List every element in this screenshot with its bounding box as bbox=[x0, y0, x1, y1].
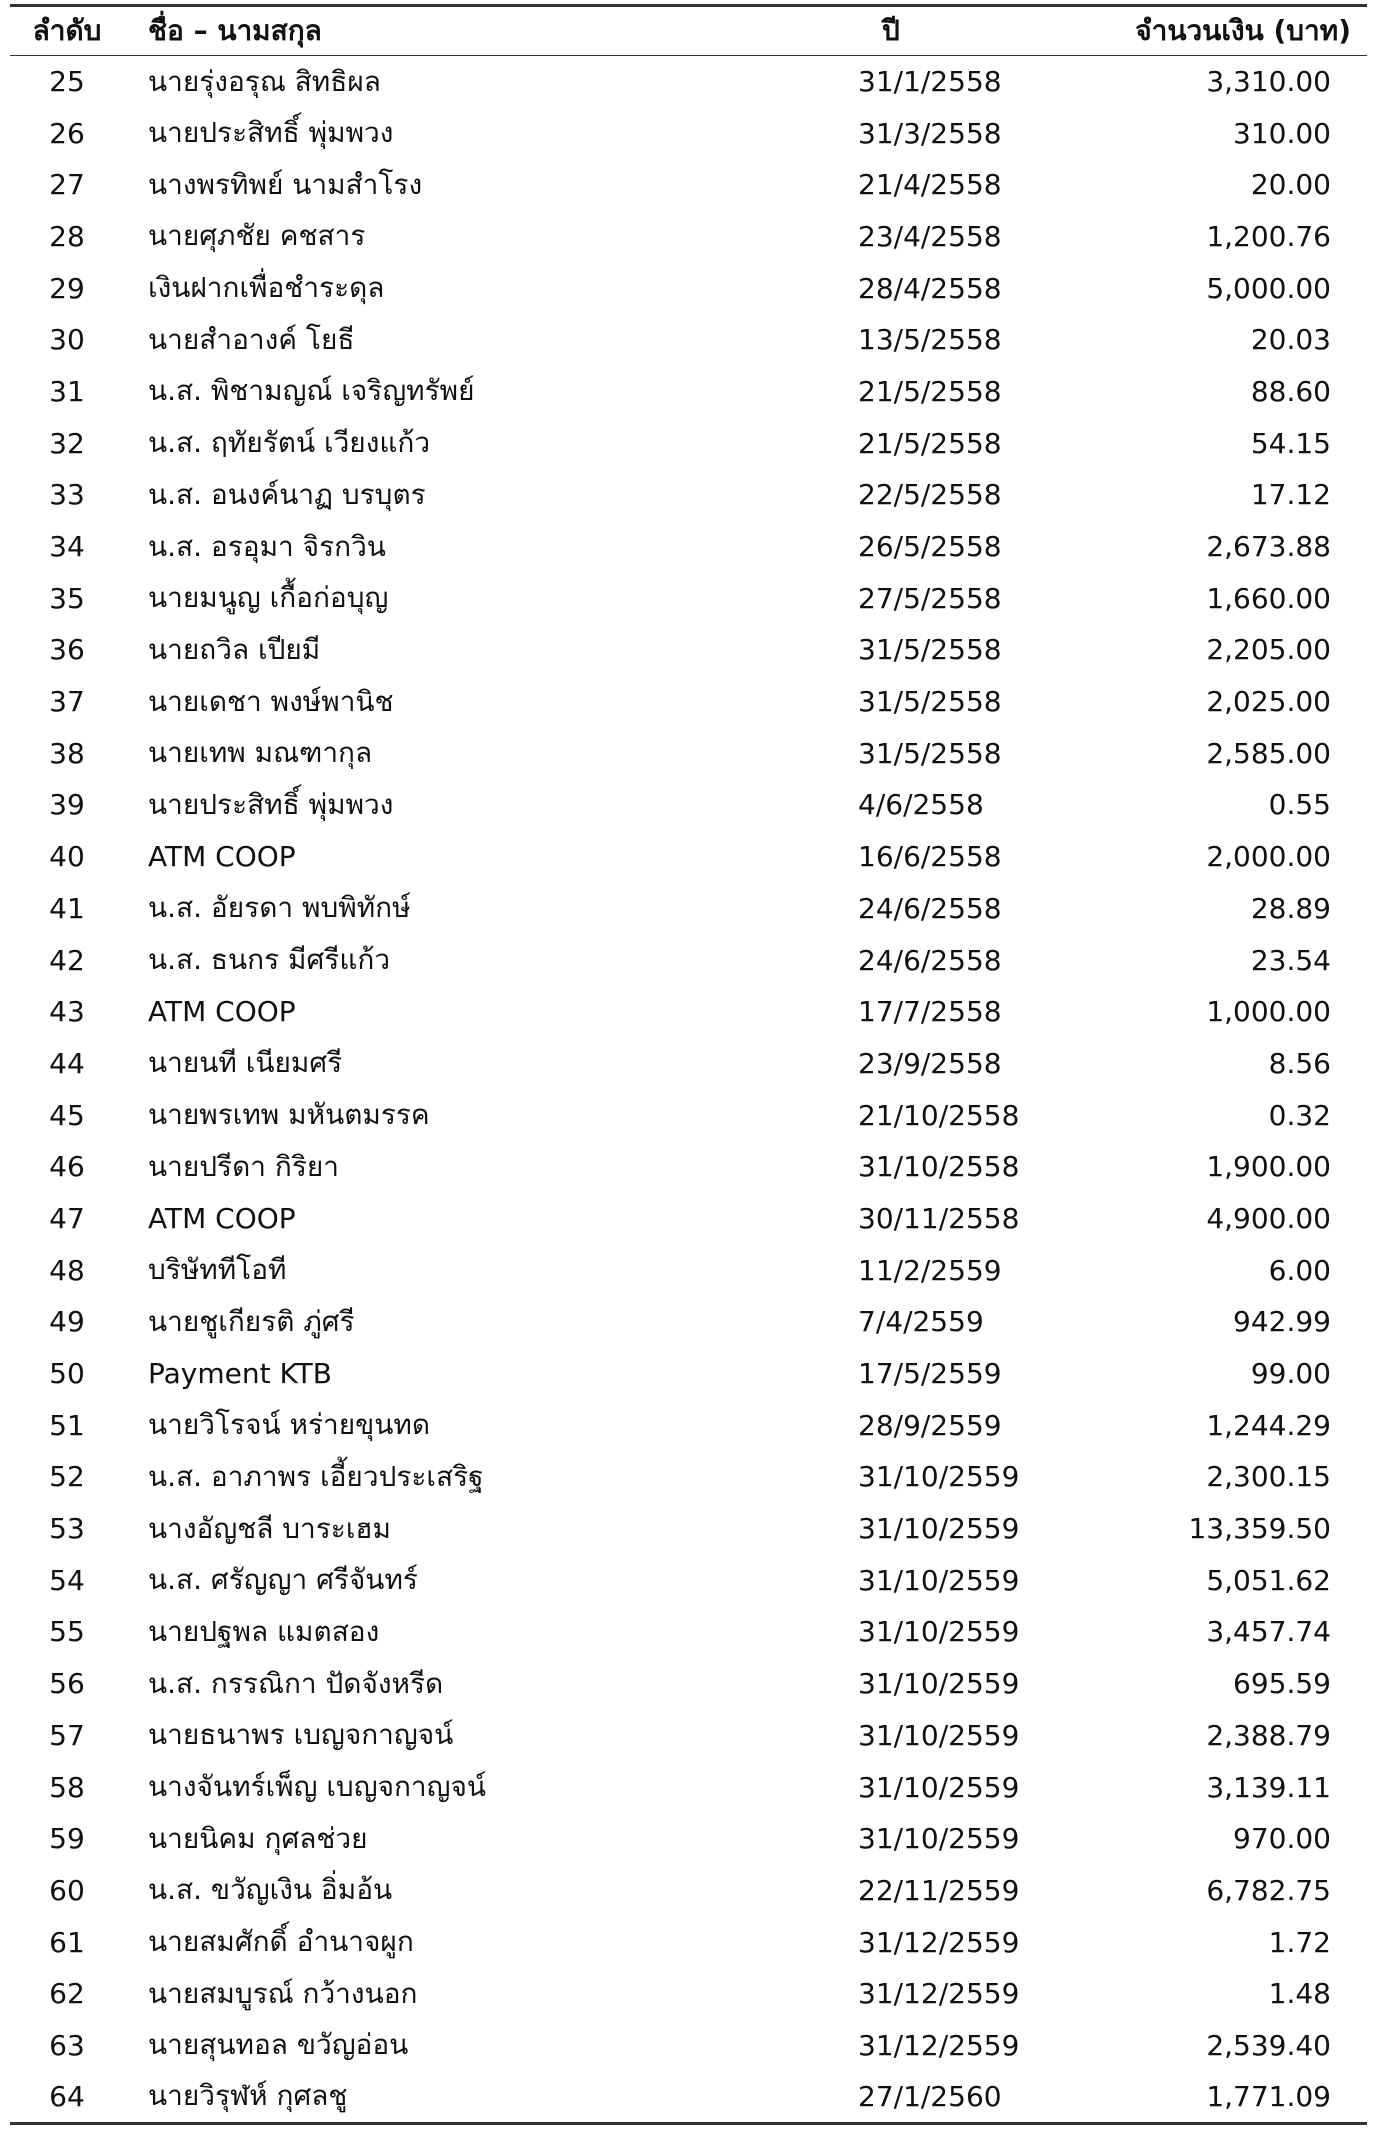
row-name: นายประสิทธิ์ พุ่มพวง bbox=[148, 116, 394, 150]
row-number: 35 bbox=[49, 581, 85, 615]
table-row bbox=[10, 1813, 1367, 1865]
row-name: นายปฐพล แมตสอง bbox=[148, 1614, 380, 1648]
row-name: Payment KTB bbox=[148, 1357, 332, 1391]
row-name: นายประสิทธิ์ พุ่มพวง bbox=[148, 787, 394, 821]
row-name: นายนที เนียมศรี bbox=[148, 1046, 343, 1080]
row-number: 31 bbox=[49, 374, 85, 408]
row-date: 16/6/2558 bbox=[858, 840, 1002, 874]
table-row bbox=[10, 366, 1367, 418]
table-row bbox=[10, 986, 1367, 1038]
ledger-table bbox=[10, 4, 1367, 2125]
row-number: 52 bbox=[49, 1460, 85, 1494]
row-name: นายชูเกียรติ ภู่ศรี bbox=[148, 1304, 355, 1338]
row-date: 30/11/2558 bbox=[858, 1201, 1020, 1235]
row-amount: 0.55 bbox=[1268, 788, 1331, 822]
row-name: นายธนาพร เบญจกาญจน์ bbox=[148, 1718, 454, 1752]
table-row bbox=[10, 779, 1367, 831]
row-name: น.ส. พิชามญณ์ เจริญทรัพย์ bbox=[148, 374, 475, 408]
row-date: 31/10/2559 bbox=[858, 1770, 1020, 1804]
row-number: 42 bbox=[49, 943, 85, 977]
row-amount: 2,300.15 bbox=[1206, 1460, 1331, 1494]
row-name: นางอัญชลี บาระเฮม bbox=[148, 1511, 391, 1545]
row-amount: 970.00 bbox=[1233, 1822, 1331, 1856]
row-name: น.ส. ขวัญเงิน อิ่มอ้น bbox=[148, 1873, 393, 1907]
table-row bbox=[10, 2020, 1367, 2072]
row-date: 31/10/2558 bbox=[858, 1150, 1020, 1184]
row-date: 31/3/2558 bbox=[858, 116, 1002, 150]
row-date: 31/10/2559 bbox=[858, 1563, 1020, 1597]
row-date: 24/6/2558 bbox=[858, 891, 1002, 925]
row-name: นางพรทิพย์ นามสำโรง bbox=[148, 167, 423, 201]
row-amount: 13,359.50 bbox=[1188, 1512, 1331, 1546]
row-date: 31/5/2558 bbox=[858, 736, 1002, 770]
table-row bbox=[10, 1296, 1367, 1348]
row-name: นายสำอางค์ โยธี bbox=[148, 322, 355, 356]
table-row bbox=[10, 1451, 1367, 1503]
row-name: นายสุนทอล ขวัญอ่อน bbox=[148, 2028, 409, 2062]
table-row bbox=[10, 831, 1367, 883]
table-row bbox=[10, 1089, 1367, 1141]
row-date: 22/5/2558 bbox=[858, 478, 1002, 512]
row-number: 56 bbox=[49, 1667, 85, 1701]
row-name: นายมนูญ เกื้อก่อบุญ bbox=[148, 581, 389, 615]
row-date: 31/12/2559 bbox=[858, 2028, 1020, 2062]
row-number: 41 bbox=[49, 891, 85, 925]
row-amount: 88.60 bbox=[1250, 374, 1331, 408]
row-number: 43 bbox=[49, 995, 85, 1029]
row-date: 11/2/2559 bbox=[858, 1253, 1002, 1287]
row-amount: 1,000.00 bbox=[1206, 995, 1331, 1029]
row-date: 31/10/2559 bbox=[858, 1512, 1020, 1546]
row-number: 64 bbox=[10, 2071, 124, 2123]
row-name: นายเทพ มณฑากุล bbox=[148, 736, 373, 770]
header-amount: จำนวนเงิน (บาท) bbox=[1052, 6, 1367, 56]
header-year: ปี bbox=[774, 6, 1052, 56]
row-name: นายถวิล เปียมี bbox=[148, 632, 321, 666]
row-number: 50 bbox=[49, 1357, 85, 1391]
table-row bbox=[10, 1916, 1367, 1968]
row-date: 31/10/2559 bbox=[858, 1718, 1020, 1752]
row-amount: 6.00 bbox=[1268, 1253, 1331, 1287]
row-date: 31/5/2558 bbox=[858, 685, 1002, 719]
row-amount: 3,310.00 bbox=[1206, 65, 1331, 99]
row-amount: 20.03 bbox=[1250, 323, 1331, 357]
row-amount: 2,205.00 bbox=[1206, 633, 1331, 667]
row-amount: 942.99 bbox=[1233, 1305, 1331, 1339]
row-number: 48 bbox=[49, 1253, 85, 1287]
row-date: 27/5/2558 bbox=[858, 581, 1002, 615]
row-amount: 1,900.00 bbox=[1206, 1150, 1331, 1184]
row-amount: 1,771.09 bbox=[1052, 2071, 1367, 2123]
table-row bbox=[10, 1865, 1367, 1917]
row-date: 31/10/2559 bbox=[858, 1615, 1020, 1649]
table-row bbox=[10, 1141, 1367, 1193]
row-number: 55 bbox=[49, 1615, 85, 1649]
row-number: 60 bbox=[49, 1873, 85, 1907]
row-date: 31/12/2559 bbox=[858, 1925, 1020, 1959]
row-date: 31/10/2559 bbox=[858, 1822, 1020, 1856]
header-name: ชื่อ – นามสกุล bbox=[124, 6, 774, 56]
row-amount: 5,051.62 bbox=[1206, 1563, 1331, 1597]
table-row bbox=[10, 624, 1367, 676]
row-date: 7/4/2559 bbox=[858, 1305, 984, 1339]
row-name: นายสมบูรณ์ กว้างนอก bbox=[148, 1976, 418, 2010]
row-amount: 2,673.88 bbox=[1206, 530, 1331, 564]
table-body bbox=[10, 56, 1367, 2124]
table-row bbox=[10, 1554, 1367, 1606]
row-amount: 99.00 bbox=[1250, 1357, 1331, 1391]
row-date: 23/4/2558 bbox=[858, 219, 1002, 253]
row-date: 24/6/2558 bbox=[858, 943, 1002, 977]
table-row bbox=[10, 417, 1367, 469]
row-name: น.ส. กรรณิกา ปัดจังหรีด bbox=[148, 1666, 444, 1700]
row-name: น.ส. ฤทัยรัตน์ เวียงแก้ว bbox=[148, 426, 431, 460]
row-amount: 1,200.76 bbox=[1206, 219, 1331, 253]
row-name: นายปรีดา กิริยา bbox=[148, 1149, 340, 1183]
table-row bbox=[10, 676, 1367, 728]
table-row bbox=[10, 1761, 1367, 1813]
row-number: 58 bbox=[49, 1770, 85, 1804]
row-name: นายวิโรจน์ หร่ายขุนทด bbox=[148, 1408, 431, 1442]
row-name: นายศุภชัย คชสาร bbox=[148, 219, 366, 253]
row-date: 13/5/2558 bbox=[858, 323, 1002, 357]
row-date: 28/9/2559 bbox=[858, 1408, 1002, 1442]
row-name: นายเดชา พงษ์พานิช bbox=[148, 684, 394, 718]
row-date: 21/4/2558 bbox=[858, 168, 1002, 202]
row-number: 51 bbox=[49, 1408, 85, 1442]
row-amount: 1,244.29 bbox=[1206, 1408, 1331, 1442]
row-amount: 2,000.00 bbox=[1206, 840, 1331, 874]
table-row bbox=[10, 314, 1367, 366]
row-name: น.ส. ธนกร มีศรีแก้ว bbox=[148, 943, 391, 977]
row-number: 37 bbox=[49, 685, 85, 719]
table-row bbox=[10, 2071, 1367, 2123]
row-number: 62 bbox=[49, 1977, 85, 2011]
row-amount: 2,539.40 bbox=[1206, 2028, 1331, 2062]
row-number: 36 bbox=[49, 633, 85, 667]
row-date: 17/5/2559 bbox=[858, 1357, 1002, 1391]
row-amount: 310.00 bbox=[1233, 116, 1331, 150]
row-date: 31/10/2559 bbox=[858, 1460, 1020, 1494]
row-name: บริษัททีโอที bbox=[148, 1253, 287, 1287]
table-row bbox=[10, 107, 1367, 159]
row-number: 63 bbox=[49, 2028, 85, 2062]
row-number: 57 bbox=[49, 1718, 85, 1752]
row-number: 30 bbox=[49, 323, 85, 357]
row-name: ATM COOP bbox=[148, 1201, 296, 1235]
table-row bbox=[10, 1503, 1367, 1555]
table-row bbox=[10, 159, 1367, 211]
row-name: ATM COOP bbox=[148, 840, 296, 874]
row-date: 27/1/2560 bbox=[774, 2071, 1052, 2123]
row-date: 21/10/2558 bbox=[858, 1098, 1020, 1132]
row-date: 31/1/2558 bbox=[858, 65, 1002, 99]
row-name: นายสมศักดิ์ อำนาจผูก bbox=[148, 1925, 414, 1959]
row-amount: 4,900.00 bbox=[1206, 1201, 1331, 1235]
table-row bbox=[10, 211, 1367, 263]
row-number: 32 bbox=[49, 426, 85, 460]
table-row bbox=[10, 1399, 1367, 1451]
row-date: 28/4/2558 bbox=[858, 271, 1002, 305]
row-date: 17/7/2558 bbox=[858, 995, 1002, 1029]
row-date: 26/5/2558 bbox=[858, 530, 1002, 564]
row-name: นายนิคม กุศลช่วย bbox=[148, 1821, 368, 1855]
row-date: 31/5/2558 bbox=[858, 633, 1002, 667]
row-name: เงินฝากเพื่อชำระดุล bbox=[148, 271, 385, 305]
row-amount: 17.12 bbox=[1250, 478, 1331, 512]
table-row bbox=[10, 934, 1367, 986]
table-row bbox=[10, 1348, 1367, 1400]
row-date: 22/11/2559 bbox=[858, 1873, 1020, 1907]
row-number: 46 bbox=[49, 1150, 85, 1184]
row-number: 25 bbox=[49, 65, 85, 99]
row-name: นายวิรุฬห์ กุศลชู bbox=[124, 2071, 774, 2123]
row-amount: 20.00 bbox=[1250, 168, 1331, 202]
header-no: ลำดับ bbox=[10, 6, 124, 56]
row-number: 39 bbox=[49, 788, 85, 822]
row-amount: 54.15 bbox=[1250, 426, 1331, 460]
row-amount: 3,139.11 bbox=[1206, 1770, 1331, 1804]
row-number: 49 bbox=[49, 1305, 85, 1339]
row-name: นายรุ่งอรุณ สิทธิผล bbox=[148, 64, 381, 98]
table-row bbox=[10, 56, 1367, 108]
row-amount: 0.32 bbox=[1268, 1098, 1331, 1132]
table-row bbox=[10, 1658, 1367, 1710]
row-amount: 23.54 bbox=[1250, 943, 1331, 977]
row-name: น.ส. อนงค์นาฏ บรบุตร bbox=[148, 477, 426, 511]
row-number: 45 bbox=[49, 1098, 85, 1132]
row-number: 33 bbox=[49, 478, 85, 512]
row-number: 40 bbox=[49, 840, 85, 874]
table-row bbox=[10, 469, 1367, 521]
row-amount: 8.56 bbox=[1268, 1046, 1331, 1080]
row-number: 28 bbox=[49, 219, 85, 253]
table-row bbox=[10, 1193, 1367, 1245]
table-row bbox=[10, 572, 1367, 624]
table-row bbox=[10, 1244, 1367, 1296]
row-number: 61 bbox=[49, 1925, 85, 1959]
row-amount: 695.59 bbox=[1233, 1667, 1331, 1701]
row-name: น.ส. อาภาพร เอี้ยวประเสริฐ bbox=[148, 1459, 484, 1493]
row-number: 54 bbox=[49, 1563, 85, 1597]
row-name: นางจันทร์เพ็ญ เบญจกาญจน์ bbox=[148, 1770, 487, 1804]
row-date: 21/5/2558 bbox=[858, 374, 1002, 408]
row-date: 21/5/2558 bbox=[858, 426, 1002, 460]
table-row bbox=[10, 1710, 1367, 1762]
table-row bbox=[10, 521, 1367, 573]
row-amount: 2,025.00 bbox=[1206, 685, 1331, 719]
row-date: 31/12/2559 bbox=[858, 1977, 1020, 2011]
row-amount: 2,388.79 bbox=[1206, 1718, 1331, 1752]
row-amount: 3,457.74 bbox=[1206, 1615, 1331, 1649]
table-row bbox=[10, 1968, 1367, 2020]
table-row bbox=[10, 262, 1367, 314]
row-amount: 1,660.00 bbox=[1206, 581, 1331, 615]
table-row bbox=[10, 1038, 1367, 1090]
row-amount: 1.72 bbox=[1268, 1925, 1331, 1959]
table-header bbox=[10, 6, 1367, 56]
row-date: 4/6/2558 bbox=[858, 788, 984, 822]
table-row bbox=[10, 1606, 1367, 1658]
table-row bbox=[10, 883, 1367, 935]
row-amount: 5,000.00 bbox=[1206, 271, 1331, 305]
row-amount: 2,585.00 bbox=[1206, 736, 1331, 770]
row-date: 23/9/2558 bbox=[858, 1046, 1002, 1080]
row-name: น.ส. ศรัญญา ศรีจันทร์ bbox=[148, 1563, 418, 1597]
row-name: นายพรเทพ มหันตมรรค bbox=[148, 1098, 430, 1132]
row-amount: 1.48 bbox=[1268, 1977, 1331, 2011]
row-number: 26 bbox=[49, 116, 85, 150]
row-number: 34 bbox=[49, 530, 85, 564]
row-date: 31/10/2559 bbox=[858, 1667, 1020, 1701]
row-number: 59 bbox=[49, 1822, 85, 1856]
row-number: 53 bbox=[49, 1512, 85, 1546]
row-name: น.ส. อัยรดา พบพิทักษ์ bbox=[148, 891, 411, 925]
row-name: น.ส. อรอุมา จิรกวิน bbox=[148, 529, 386, 563]
header-row bbox=[10, 6, 1367, 56]
row-number: 29 bbox=[49, 271, 85, 305]
row-number: 47 bbox=[49, 1201, 85, 1235]
row-number: 44 bbox=[49, 1046, 85, 1080]
table-row bbox=[10, 727, 1367, 779]
row-amount: 28.89 bbox=[1250, 891, 1331, 925]
row-number: 27 bbox=[49, 168, 85, 202]
row-amount: 6,782.75 bbox=[1206, 1873, 1331, 1907]
row-number: 38 bbox=[49, 736, 85, 770]
row-name: ATM COOP bbox=[148, 995, 296, 1029]
